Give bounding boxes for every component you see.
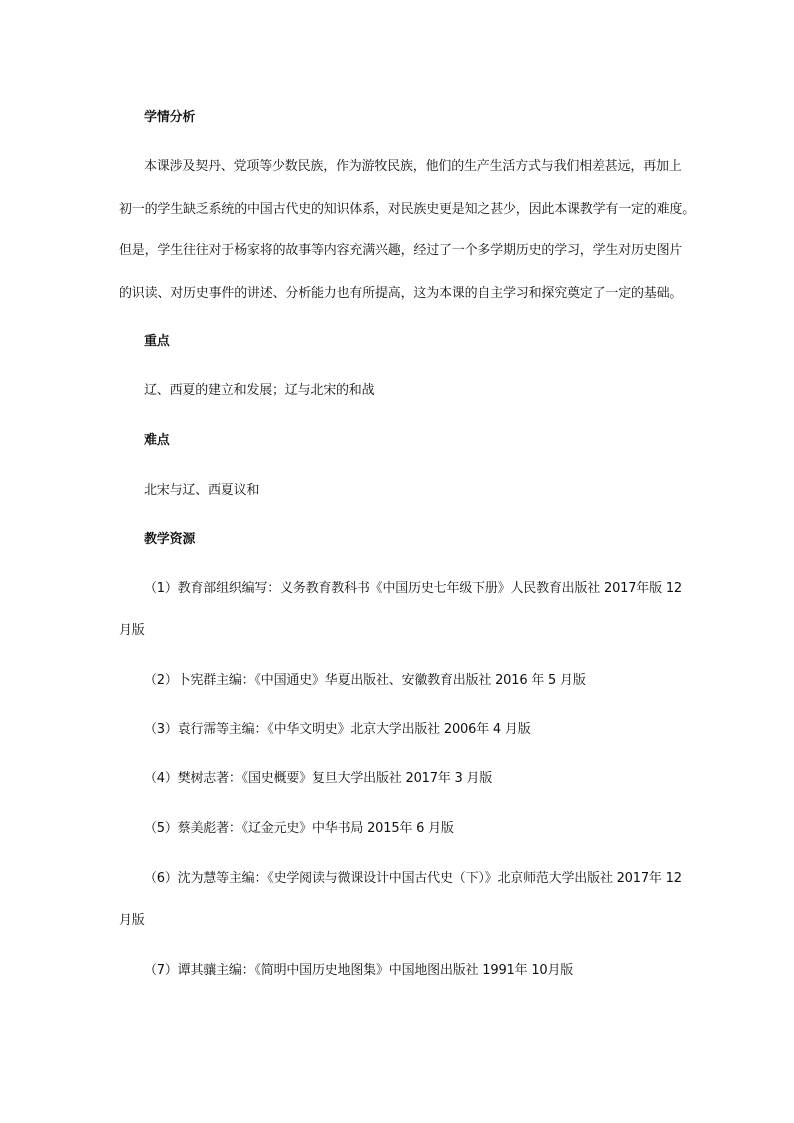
resources-heading: 教学资源	[144, 532, 196, 547]
resource-item-3: （3）袁行霈等主编：《中华文明史》北京大学出版社 2006年 4 月版	[144, 722, 531, 737]
key-points-text: 辽、西夏的建立和发展；辽与北宋的和战	[144, 383, 375, 398]
difficult-points-text: 北宋与辽、西夏议和	[144, 483, 260, 498]
resource-item-6: （6）沈为慧等主编：《史学阅读与微课设计中国古代史（下）》北京师范大学出版社 2017年 12	[144, 871, 682, 886]
analysis-heading: 学情分析	[144, 110, 196, 125]
difficult-points-heading: 难点	[144, 433, 170, 448]
analysis-line-3: 但是，学生往往对于杨家将的故事等内容充满兴趣，经过了一个多学期历史的学习，学生对历史图片	[119, 243, 683, 258]
resource-item-1-cont: 月版	[119, 623, 145, 638]
resource-item-1: （1）教育部组织编写：义务教育教科书《中国历史七年级下册》人民教育出版社 2017年版 12	[144, 581, 682, 596]
resource-item-2: （2）卜宪群主编：《中国通史》华夏出版社、安徽教育出版社 2016 年 5 月版	[144, 673, 586, 688]
resource-item-6-cont: 月版	[119, 913, 145, 928]
analysis-line-1: 本课涉及契丹、党项等少数民族，作为游牧民族，他们的生产生活方式与我们相差甚远，再加上	[144, 159, 682, 174]
analysis-line-4: 的识读、对历史事件的讲述、分析能力也有所提高，这为本课的自主学习和探究奠定了一定的基础。	[119, 286, 683, 301]
resource-item-4: （4）樊树志著：《国史概要》复旦大学出版社 2017年 3 月版	[144, 771, 493, 786]
resource-item-5: （5）蔡美彪著：《辽金元史》中华书局 2015年 6 月版	[144, 821, 454, 836]
analysis-line-2: 初一的学生缺乏系统的中国古代史的知识体系，对民族史更是知之甚少，因此本课教学有一定的难度。	[119, 202, 696, 217]
resource-item-7: （7）谭其骧主编：《简明中国历史地图集》中国地图出版社 1991年 10月版	[144, 963, 574, 978]
key-points-heading: 重点	[144, 334, 170, 349]
